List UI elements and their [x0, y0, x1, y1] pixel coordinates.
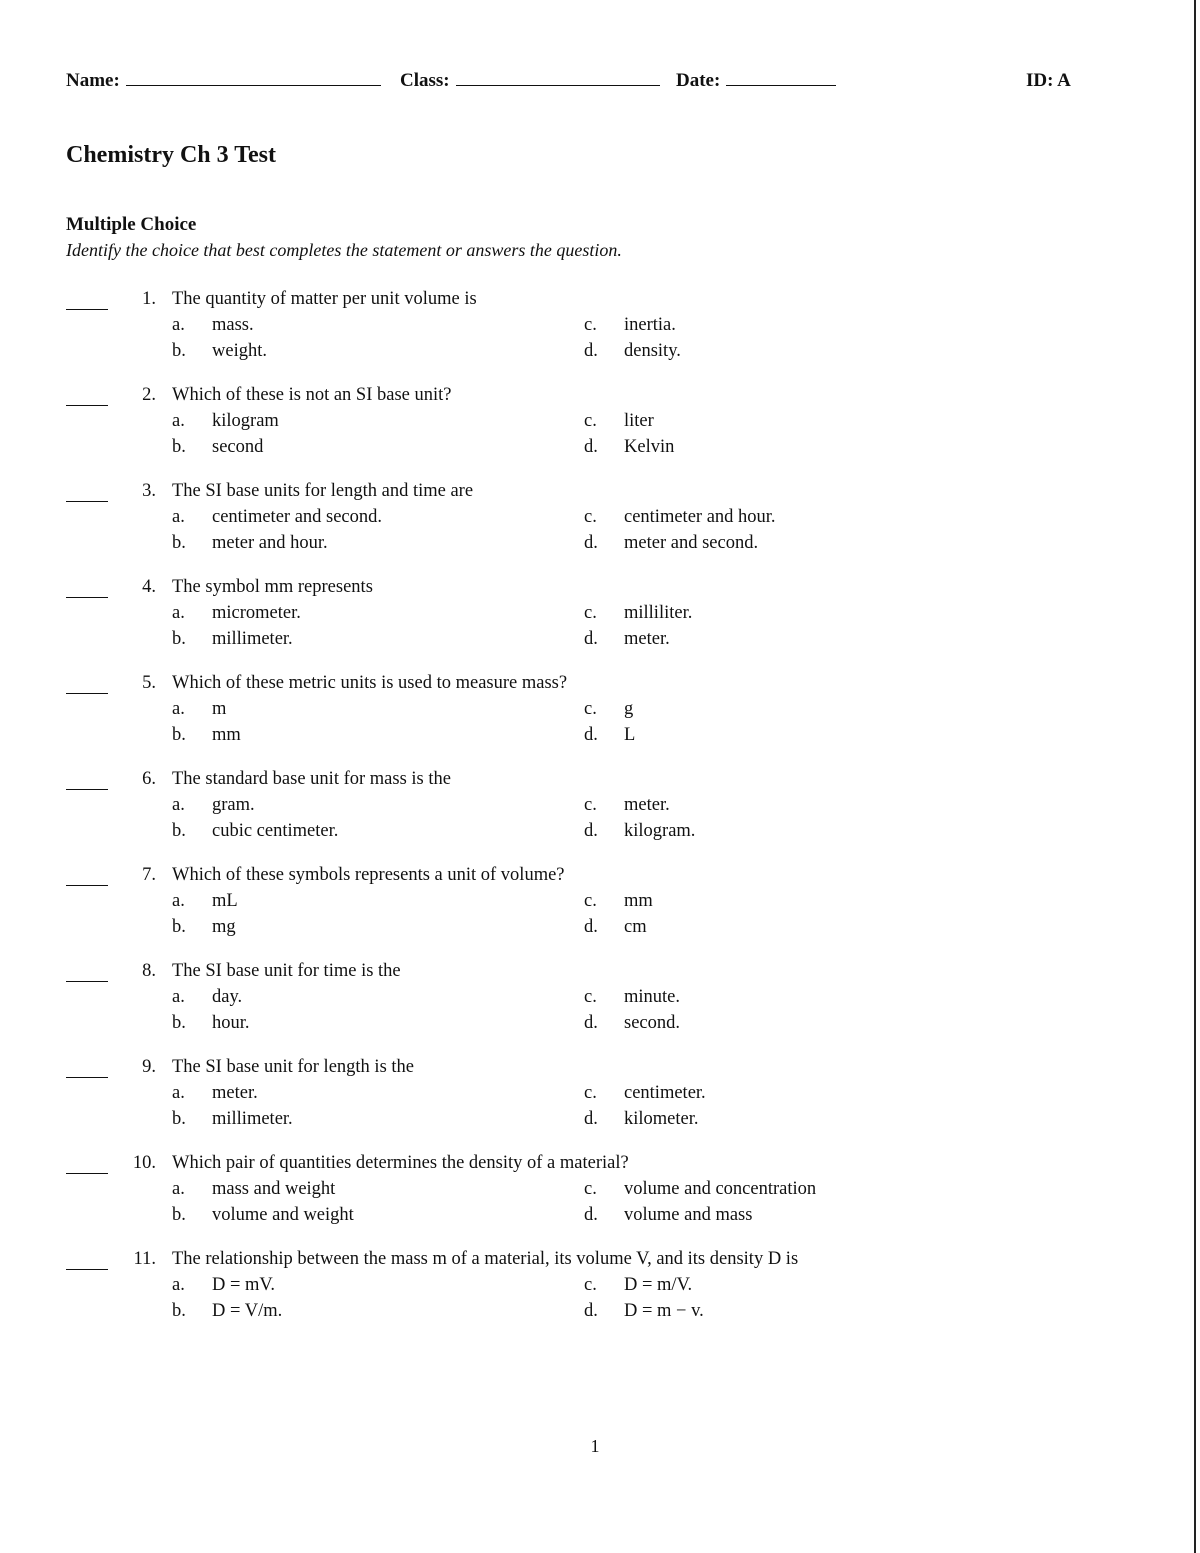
answer-option[interactable] [172, 699, 226, 720]
answer-option[interactable] [172, 821, 338, 842]
answer-option[interactable] [172, 315, 254, 336]
option-text: micrometer. [212, 603, 301, 623]
option-text: millimeter. [212, 629, 293, 649]
option-letter: d. [584, 1205, 598, 1225]
answer-option[interactable] [584, 1301, 704, 1322]
option-letter: d. [584, 1109, 598, 1129]
question-number: 8. [142, 961, 156, 981]
option-text: mass. [212, 315, 254, 335]
answer-option[interactable] [172, 437, 263, 458]
option-letter: b. [172, 917, 186, 937]
option-letter: c. [584, 795, 597, 815]
option-letter: b. [172, 821, 186, 841]
option-text: mm [212, 725, 241, 745]
option-text: L [624, 725, 636, 745]
answer-blank[interactable] [66, 1173, 108, 1174]
option-letter: b. [172, 1109, 186, 1129]
answer-option[interactable] [172, 1083, 258, 1104]
option-text: mass and weight [212, 1179, 336, 1199]
answer-option[interactable] [584, 795, 670, 816]
page-number: 1 [590, 1436, 600, 1456]
answer-option[interactable] [584, 987, 680, 1008]
answer-option[interactable] [584, 699, 633, 720]
question-item [66, 673, 1166, 769]
option-letter: a. [172, 411, 185, 431]
answer-option[interactable] [584, 629, 670, 650]
answer-option[interactable] [584, 821, 695, 842]
question-text: The standard base unit for mass is the [172, 769, 451, 789]
option-text: weight. [212, 341, 267, 361]
question-number: 7. [142, 865, 156, 885]
question-item [66, 1057, 1166, 1153]
option-text: mg [212, 917, 236, 937]
option-text: meter. [624, 629, 670, 649]
class-label: Class: [400, 70, 450, 91]
option-letter: c. [584, 1179, 597, 1199]
option-letter: a. [172, 507, 185, 527]
answer-option[interactable] [584, 603, 692, 624]
question-number: 4. [142, 577, 156, 597]
option-text: hour. [212, 1013, 250, 1033]
option-text: centimeter. [624, 1083, 706, 1103]
option-text: D = V/m. [212, 1301, 283, 1321]
option-text: D = mV. [212, 1275, 276, 1295]
question-text: The SI base unit for time is the [172, 961, 401, 981]
answer-option[interactable] [584, 315, 676, 336]
option-text: D = m/V. [624, 1275, 693, 1295]
question-number: 6. [142, 769, 156, 789]
question-number: 5. [142, 673, 156, 693]
question-number: 2. [142, 385, 156, 405]
question-text: The symbol mm represents [172, 577, 373, 597]
test-id: ID: A [1026, 70, 1071, 91]
option-text: kilogram. [624, 821, 696, 841]
option-text: volume and mass [624, 1205, 753, 1225]
answer-option[interactable] [172, 1179, 335, 1200]
question-number: 1. [142, 289, 156, 309]
option-letter: b. [172, 1013, 186, 1033]
option-letter: d. [584, 341, 598, 361]
answer-option[interactable] [584, 725, 635, 746]
answer-option[interactable] [172, 411, 279, 432]
question-text: Which pair of quantities determines the density of a material? [172, 1153, 629, 1173]
question-text: The SI base units for length and time are [172, 481, 474, 501]
option-letter: c. [584, 603, 597, 623]
date-blank-line[interactable] [726, 71, 836, 86]
option-text: second. [624, 1013, 680, 1033]
answer-option[interactable] [172, 891, 238, 912]
option-text: cm [624, 917, 647, 937]
option-letter: c. [584, 411, 597, 431]
page-edge-line [1194, 0, 1196, 1553]
option-letter: a. [172, 315, 185, 335]
question-item [66, 769, 1166, 865]
answer-option[interactable] [584, 1013, 680, 1034]
answer-option[interactable] [172, 795, 255, 816]
question-item [66, 961, 1166, 1057]
option-text: kilometer. [624, 1109, 699, 1129]
option-text: Kelvin [624, 437, 675, 457]
answer-option[interactable] [584, 1275, 692, 1296]
answer-blank[interactable] [66, 405, 108, 406]
option-text: centimeter and hour. [624, 507, 776, 527]
question-text: Which of these symbols represents a unit of volume? [172, 865, 565, 885]
option-text: day. [212, 987, 243, 1007]
answer-option[interactable] [172, 917, 236, 938]
answer-option[interactable] [172, 533, 328, 554]
option-text: meter and second. [624, 533, 759, 553]
answer-option[interactable] [172, 507, 382, 528]
answer-blank[interactable] [66, 309, 108, 310]
question-item [66, 865, 1166, 961]
option-letter: d. [584, 725, 598, 745]
option-letter: d. [584, 1301, 598, 1321]
answer-option[interactable] [584, 1109, 699, 1130]
option-letter: c. [584, 699, 597, 719]
option-letter: a. [172, 1275, 185, 1295]
option-text: m [212, 699, 227, 719]
answer-blank[interactable] [66, 693, 108, 694]
option-text: second [212, 437, 264, 457]
option-text: meter and hour. [212, 533, 328, 553]
name-label: Name: [66, 70, 120, 91]
option-letter: b. [172, 1301, 186, 1321]
question-item [66, 577, 1166, 673]
answer-blank[interactable] [66, 789, 108, 790]
option-text: meter. [212, 1083, 258, 1103]
option-letter: b. [172, 341, 186, 361]
answer-option[interactable] [172, 603, 301, 624]
option-text: kilogram [212, 411, 279, 431]
option-letter: a. [172, 987, 185, 1007]
question-number: 3. [142, 481, 156, 501]
option-letter: d. [584, 917, 598, 937]
answer-option[interactable] [172, 1301, 282, 1322]
option-text: inertia. [624, 315, 676, 335]
name-blank-line[interactable] [126, 71, 381, 86]
answer-option[interactable] [584, 411, 654, 432]
answer-option[interactable] [584, 507, 776, 528]
option-text: volume and weight [212, 1205, 354, 1225]
answer-blank[interactable] [66, 885, 108, 886]
option-letter: c. [584, 1083, 597, 1103]
option-text: cubic centimeter. [212, 821, 339, 841]
option-letter: a. [172, 603, 185, 623]
answer-option[interactable] [584, 533, 758, 554]
option-letter: a. [172, 1179, 185, 1199]
option-text: mm [624, 891, 653, 911]
option-letter: b. [172, 1205, 186, 1225]
option-letter: b. [172, 629, 186, 649]
test-header [66, 70, 1086, 100]
option-letter: c. [584, 315, 597, 335]
option-letter: d. [584, 629, 598, 649]
date-field[interactable] [676, 70, 836, 92]
option-letter: c. [584, 987, 597, 1007]
answer-option[interactable] [172, 1205, 354, 1226]
question-item [66, 481, 1166, 577]
option-text: meter. [624, 795, 670, 815]
option-letter: c. [584, 1275, 597, 1295]
answer-blank[interactable] [66, 597, 108, 598]
option-letter: a. [172, 795, 185, 815]
option-text: millimeter. [212, 1109, 293, 1129]
question-item [66, 1153, 1166, 1249]
section-heading: Multiple Choice [66, 214, 197, 235]
question-list [66, 289, 1166, 1345]
answer-option[interactable] [584, 917, 647, 938]
answer-blank[interactable] [66, 501, 108, 502]
option-letter: b. [172, 725, 186, 745]
option-letter: a. [172, 891, 185, 911]
question-item [66, 1249, 1166, 1345]
answer-option[interactable] [172, 1013, 250, 1034]
answer-option[interactable] [584, 1083, 706, 1104]
class-field[interactable] [400, 70, 660, 92]
section-instructions: Identify the choice that best completes the statement or answers the question. [66, 240, 622, 260]
option-letter: b. [172, 533, 186, 553]
answer-option[interactable] [584, 1205, 752, 1226]
answer-blank[interactable] [66, 1077, 108, 1078]
answer-blank[interactable] [66, 1269, 108, 1270]
page-title: Chemistry Ch 3 Test [66, 142, 277, 168]
option-text: gram. [212, 795, 255, 815]
option-letter: d. [584, 821, 598, 841]
option-text: density. [624, 341, 681, 361]
option-letter: d. [584, 533, 598, 553]
option-letter: a. [172, 1083, 185, 1103]
answer-option[interactable] [172, 1275, 275, 1296]
question-text: The relationship between the mass m of a material, its volume V, and its density D is [172, 1249, 799, 1269]
option-letter: d. [584, 437, 598, 457]
question-text: The quantity of matter per unit volume is [172, 289, 477, 309]
answer-blank[interactable] [66, 981, 108, 982]
answer-option[interactable] [584, 437, 674, 458]
answer-option[interactable] [172, 629, 293, 650]
question-text: Which of these is not an SI base unit? [172, 385, 452, 405]
question-text: Which of these metric units is used to measure mass? [172, 673, 568, 693]
question-item [66, 289, 1166, 385]
name-field[interactable] [66, 70, 381, 92]
question-text: The SI base unit for length is the [172, 1057, 414, 1077]
option-text: liter [624, 411, 654, 431]
answer-option[interactable] [584, 891, 653, 912]
option-letter: d. [584, 1013, 598, 1033]
question-number: 9. [142, 1057, 156, 1077]
answer-option[interactable] [172, 987, 242, 1008]
answer-option[interactable] [172, 725, 241, 746]
answer-option[interactable] [172, 341, 267, 362]
question-item [66, 385, 1166, 481]
answer-option[interactable] [172, 1109, 293, 1130]
option-letter: b. [172, 437, 186, 457]
option-letter: c. [584, 507, 597, 527]
answer-option[interactable] [584, 1179, 816, 1200]
question-number: 10. [132, 1153, 156, 1173]
question-number: 11. [133, 1249, 156, 1269]
option-text: milliliter. [624, 603, 693, 623]
option-letter: a. [172, 699, 185, 719]
date-label: Date: [676, 70, 721, 91]
option-letter: c. [584, 891, 597, 911]
option-text: mL [212, 891, 238, 911]
option-text: centimeter and second. [212, 507, 383, 527]
option-text: minute. [624, 987, 681, 1007]
option-text: volume and concentration [624, 1179, 817, 1199]
class-blank-line[interactable] [456, 71, 660, 86]
answer-option[interactable] [584, 341, 681, 362]
option-text: D = m − v. [624, 1301, 704, 1321]
option-text: g [624, 699, 634, 719]
